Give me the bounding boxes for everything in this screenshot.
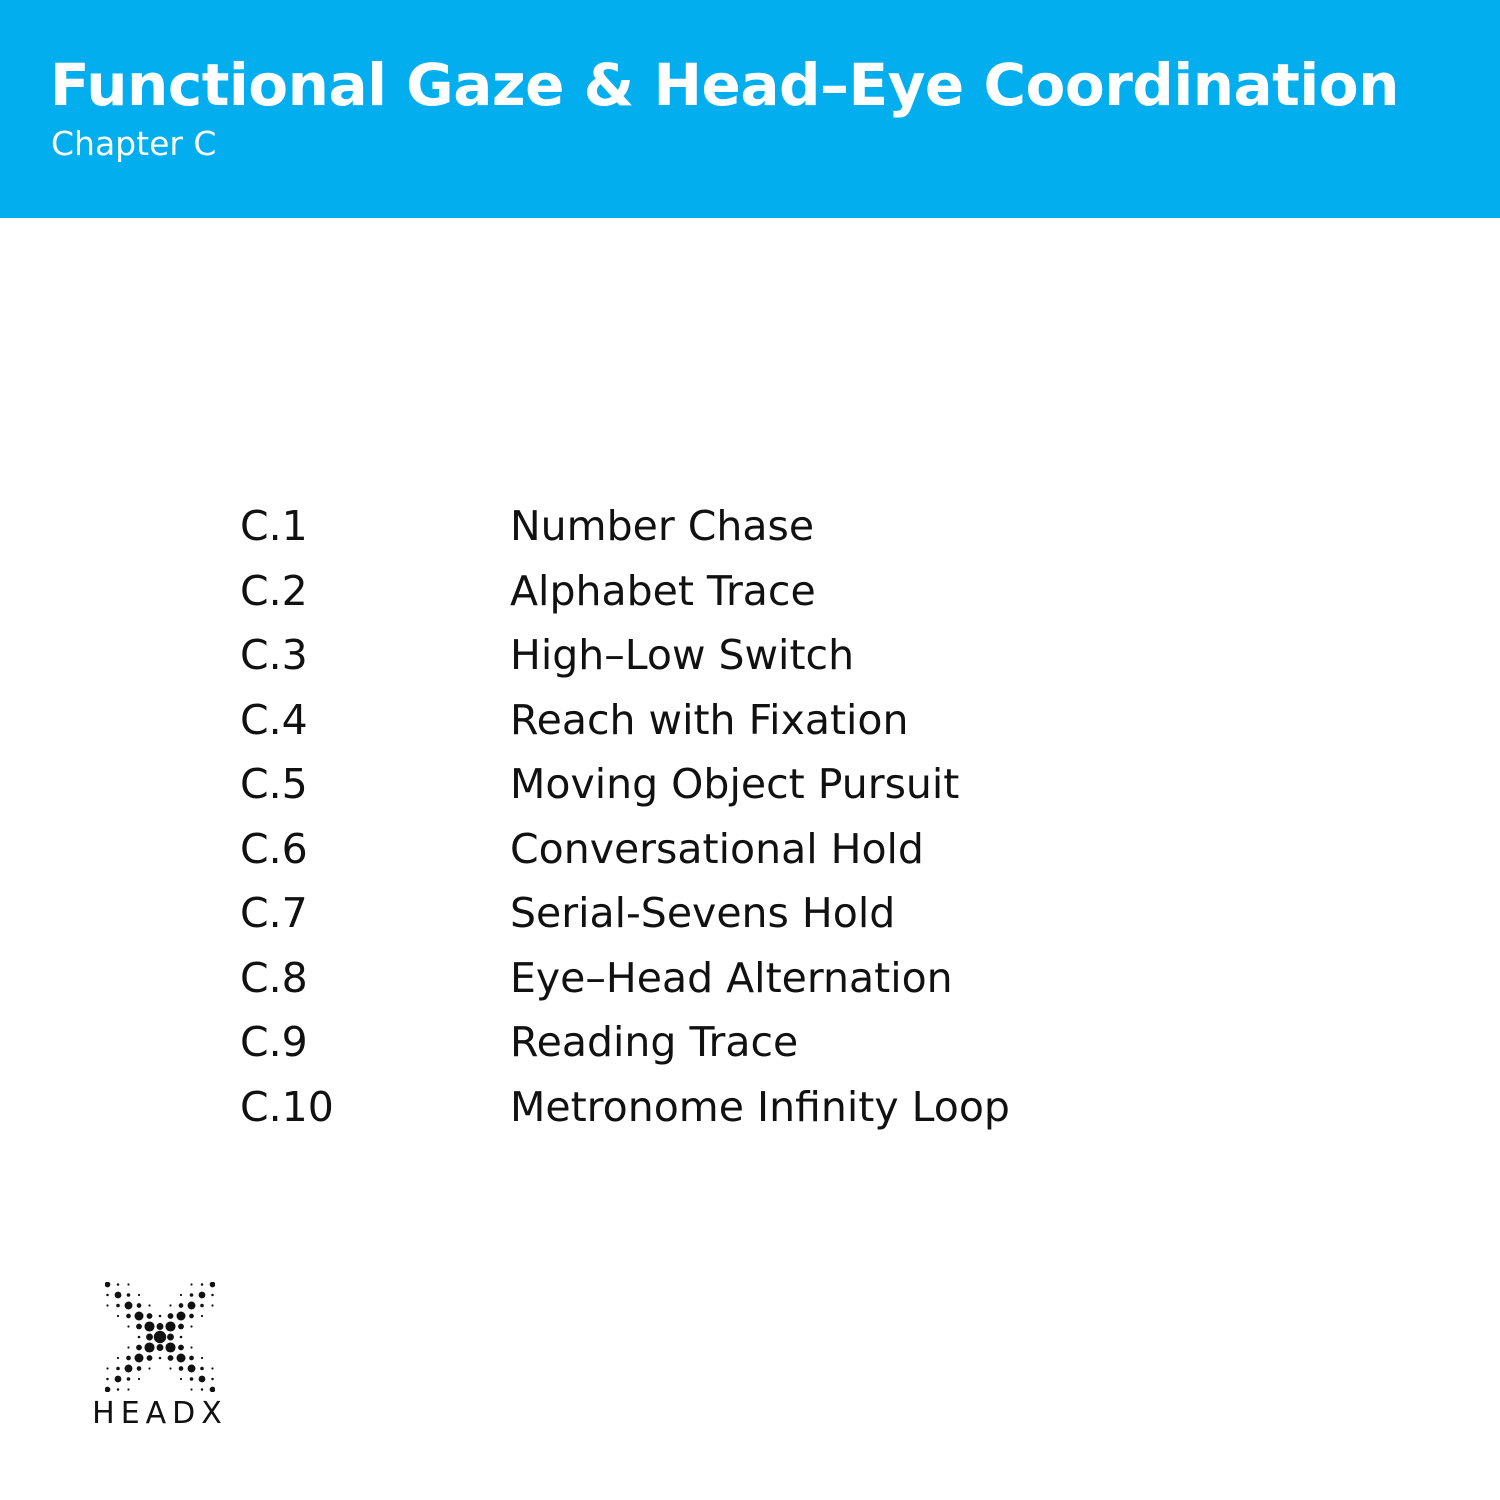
chapter-subtitle: Chapter C (51, 124, 217, 163)
logo-dot (190, 1346, 192, 1348)
logo-dot (201, 1357, 203, 1359)
logo-dot (189, 1356, 194, 1361)
chapter-title: Functional Gaze & Head–Eye Coordination (50, 51, 1399, 119)
logo-dot (200, 1304, 204, 1308)
logo-dot (201, 1388, 204, 1391)
logo-dot (138, 1378, 140, 1380)
logo-dot (144, 1342, 154, 1352)
toc-item-title: Metronome Infinity Loop (510, 1082, 1010, 1131)
brand-wordmark: HEADX (92, 1396, 228, 1431)
toc-item-title: Alphabet Trace (510, 566, 816, 615)
logo-dot (105, 1387, 110, 1392)
logo-dot (148, 1304, 150, 1306)
logo-dot (201, 1315, 203, 1317)
toc-item-number: C.5 (240, 760, 308, 808)
logo-dot (125, 1365, 133, 1373)
dotted-x-logo-icon (105, 1282, 215, 1392)
toc-item-title: Eye–Head Alternation (510, 953, 953, 1002)
logo-dot (146, 1334, 153, 1341)
logo-dot (210, 1282, 215, 1287)
logo-dot (190, 1377, 194, 1381)
logo-dot (188, 1365, 196, 1373)
toc-item (240, 625, 1240, 690)
logo-dot (106, 1367, 108, 1369)
logo-dot (168, 1313, 174, 1319)
logo-dot (127, 1346, 129, 1348)
toc-item-title: Reading Trace (510, 1018, 799, 1066)
logo-dot (136, 1345, 142, 1351)
toc-item-title: Serial-Sevens Hold (510, 889, 896, 937)
logo-dot (190, 1325, 192, 1327)
logo-dot (211, 1367, 213, 1369)
logo-dot (210, 1387, 215, 1392)
logo-dot (116, 1367, 120, 1371)
logo-dot (201, 1283, 204, 1286)
logo-dot (127, 1388, 129, 1390)
toc-item-number: C.9 (240, 1018, 308, 1066)
logo-dot (190, 1293, 194, 1297)
logo-dot (115, 1292, 122, 1299)
logo-dot (189, 1314, 194, 1319)
table-of-contents (240, 496, 1240, 1141)
toc-item-title: Moving Object Pursuit (510, 760, 960, 808)
logo-dot (169, 1367, 171, 1369)
logo-dot (211, 1304, 213, 1306)
logo-dot (190, 1388, 192, 1390)
toc-item (240, 1077, 1240, 1142)
toc-item (240, 561, 1240, 626)
logo-dot (169, 1304, 171, 1306)
logo-dot (117, 1315, 119, 1317)
logo-dot (106, 1378, 109, 1381)
logo-dot (117, 1357, 119, 1359)
brand-block (80, 1278, 240, 1438)
toc-item-title: High–Low Switch (510, 631, 855, 679)
logo-dot (180, 1294, 182, 1296)
logo-dot (148, 1367, 150, 1369)
toc-item-number: C.10 (240, 1082, 334, 1131)
toc-item (240, 690, 1240, 755)
toc-item-number: C.2 (240, 566, 308, 615)
toc-item-number: C.6 (240, 824, 308, 873)
logo-dot (137, 1366, 142, 1371)
logo-dot (135, 1312, 144, 1321)
logo-dot (144, 1321, 154, 1331)
toc-item-title: Conversational Hold (510, 824, 924, 873)
toc-item-number: C.4 (240, 695, 308, 744)
toc-item-number: C.1 (240, 502, 308, 550)
logo-dot (138, 1336, 141, 1339)
logo-dot (211, 1294, 214, 1297)
logo-dot (127, 1377, 131, 1381)
logo-dot (117, 1388, 120, 1391)
toc-item-number: C.8 (240, 953, 308, 1002)
logo-dot (116, 1304, 120, 1308)
logo-dot (106, 1304, 108, 1306)
logo-dot (154, 1331, 166, 1343)
logo-dot (200, 1367, 204, 1371)
logo-dot (105, 1282, 110, 1287)
logo-dot (179, 1366, 184, 1371)
logo-dot (147, 1355, 153, 1361)
logo-dot (180, 1336, 183, 1339)
toc-item-number: C.3 (240, 631, 308, 679)
logo-dot (117, 1283, 120, 1286)
logo-dot (190, 1283, 192, 1285)
logo-dot (136, 1324, 142, 1330)
logo-dot (199, 1292, 206, 1299)
logo-dot (126, 1314, 131, 1319)
toc-item (240, 1012, 1240, 1077)
logo-dot (157, 1323, 164, 1330)
logo-dot (135, 1354, 144, 1363)
logo-dot (188, 1302, 196, 1310)
logo-dot (106, 1294, 109, 1297)
chapter-header (0, 0, 1500, 218)
logo-dot (165, 1342, 175, 1352)
logo-dot (126, 1356, 131, 1361)
logo-dot (199, 1376, 206, 1383)
logo-dot (127, 1325, 129, 1327)
logo-dot (211, 1378, 214, 1381)
logo-dot (168, 1355, 174, 1361)
logo-dot (180, 1378, 182, 1380)
logo-dot (178, 1324, 184, 1330)
logo-dot (167, 1334, 174, 1341)
logo-dot (125, 1302, 133, 1310)
logo-dot (177, 1354, 186, 1363)
logo-dot (159, 1357, 162, 1360)
logo-dot (179, 1303, 184, 1308)
logo-dot (127, 1283, 129, 1285)
logo-dot (178, 1345, 184, 1351)
toc-item (240, 754, 1240, 819)
logo-dot (137, 1303, 142, 1308)
logo-dot (159, 1315, 162, 1318)
logo-dot (177, 1312, 186, 1321)
toc-item-title: Reach with Fixation (510, 695, 909, 744)
logo-dot (138, 1294, 140, 1296)
toc-item (240, 819, 1240, 884)
logo-dot (157, 1344, 164, 1351)
logo-dot (115, 1376, 122, 1383)
toc-item (240, 948, 1240, 1013)
toc-item-number: C.7 (240, 889, 308, 937)
toc-item-title: Number Chase (510, 502, 815, 550)
logo-dot (127, 1293, 131, 1297)
logo-dot (147, 1313, 153, 1319)
logo-dot (165, 1321, 175, 1331)
toc-item (240, 496, 1240, 561)
toc-item (240, 883, 1240, 948)
